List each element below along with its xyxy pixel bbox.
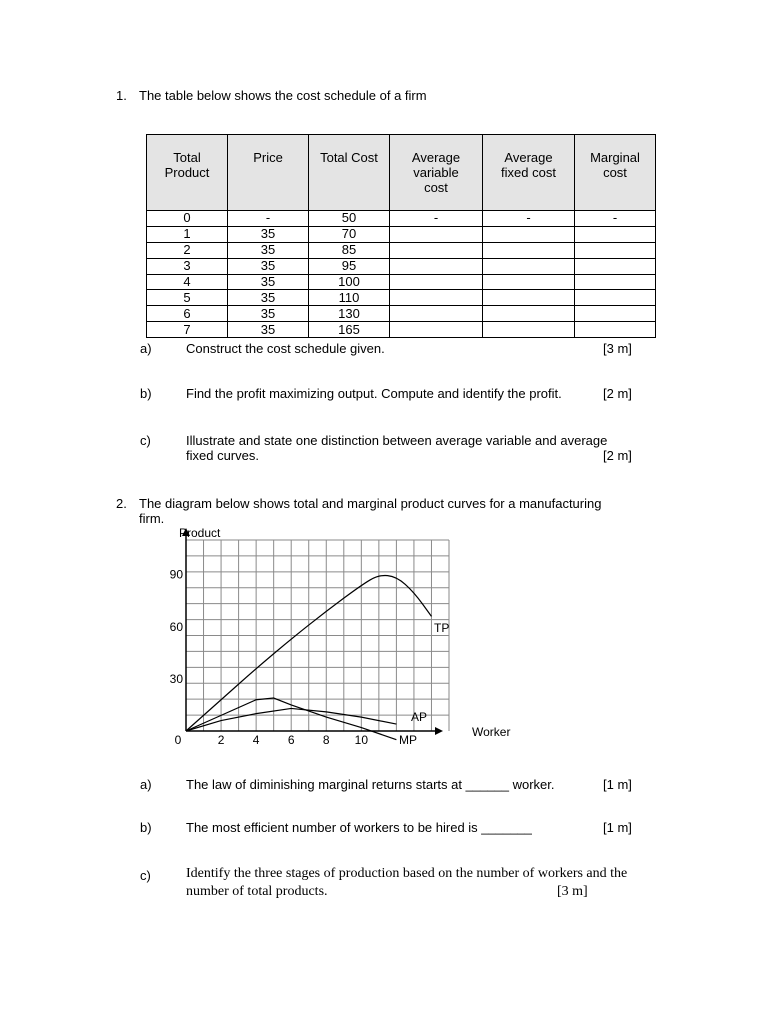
table-cell: - [228,211,309,227]
q2b-label: b) [140,820,152,835]
q1a-text: Construct the cost schedule given. [186,341,385,356]
x-tick-label: 0 [174,733,182,747]
q1c-text-line2: fixed curves. [186,448,259,463]
table-cell: 35 [228,226,309,242]
q1a-marks: [3 m] [603,341,632,356]
table-cell: - [575,211,656,227]
table-cell: 110 [309,290,390,306]
q2c-marks: [3 m] [557,884,588,899]
x-axis-arrow [435,727,443,735]
table-cell: 95 [309,258,390,274]
q1c-label: c) [140,433,151,448]
q1c-text-line1: Illustrate and state one distinction between average variable and average [186,433,608,448]
q1-intro: The table below shows the cost schedule of a firm [139,88,427,103]
q1b-label: b) [140,386,152,401]
q2-intro-line1: The diagram below shows total and marginal product curves for a manufacturing [139,496,602,511]
x-tick-label: 2 [217,733,225,747]
q1b-marks: [2 m] [603,386,632,401]
q1a-label: a) [140,341,152,356]
header-afc-text: Average fixed cost [501,150,556,180]
table-cell: 5 [147,290,228,306]
table-cell: 85 [309,242,390,258]
q1b-text: Find the profit maximizing output. Compute and identify the profit. [186,386,562,401]
q2-intro-line2: firm. [139,511,165,526]
header-avc-text: Average variable cost [411,150,461,195]
table-cell: 35 [228,258,309,274]
header-mc-text: Marginal cost [590,150,640,180]
table-cell: 70 [309,226,390,242]
y-tick-label: 90 [169,567,183,582]
table-cell: 165 [309,322,390,338]
header-total-product-text: Total Product [164,150,210,180]
table-cell: 0 [147,211,228,227]
table-cell: 1 [147,226,228,242]
q2a-label: a) [140,777,152,792]
table-cell: 100 [309,274,390,290]
y-tick-label: 60 [169,619,183,634]
x-tick-label: 4 [252,733,260,747]
series-label-mp: MP [399,733,417,747]
q2b-text: The most efficient number of workers to be hired is _______ [186,820,532,835]
table-cell: 2 [147,242,228,258]
table-cell: 7 [147,322,228,338]
q2c-text-line1: Identify the three stages of production based on the number of workers and the [186,866,628,881]
y-tick-label: 30 [169,671,183,686]
table-cell: - [483,211,575,227]
table-cell: 50 [309,211,390,227]
q2c-label: c) [140,868,151,883]
header-price-text: Price [253,150,283,165]
q2a-marks: [1 m] [603,777,632,792]
q2-number: 2. [116,496,127,511]
q1-number: 1. [116,88,127,103]
x-axis-label: Worker [472,725,511,739]
header-total-cost-text: Total Cost [320,150,378,165]
x-tick-label: 10 [354,733,369,747]
x-tick-label: 8 [322,733,330,747]
table-cell: 3 [147,258,228,274]
table-cell: 6 [147,306,228,322]
chart-grid [186,540,449,731]
q1c-marks: [2 m] [603,448,632,463]
q2b-marks: [1 m] [603,820,632,835]
table-cell: 35 [228,322,309,338]
x-tick-label: 6 [287,733,295,747]
table-cell: 35 [228,290,309,306]
table-cell: - [390,211,483,227]
table-cell: 35 [228,242,309,258]
series-label-ap: AP [411,710,428,724]
q2c-text-line2: number of total products. [186,884,328,899]
chart-labels [179,526,510,747]
q2a-text: The law of diminishing marginal returns starts at ______ worker. [186,777,555,792]
table-cell: 35 [228,306,309,322]
series-label-tp: TP [434,621,450,635]
y-axis-label: Product [179,526,221,540]
table-cell: 35 [228,274,309,290]
table-cell: 130 [309,306,390,322]
table-cell: 4 [147,274,228,290]
